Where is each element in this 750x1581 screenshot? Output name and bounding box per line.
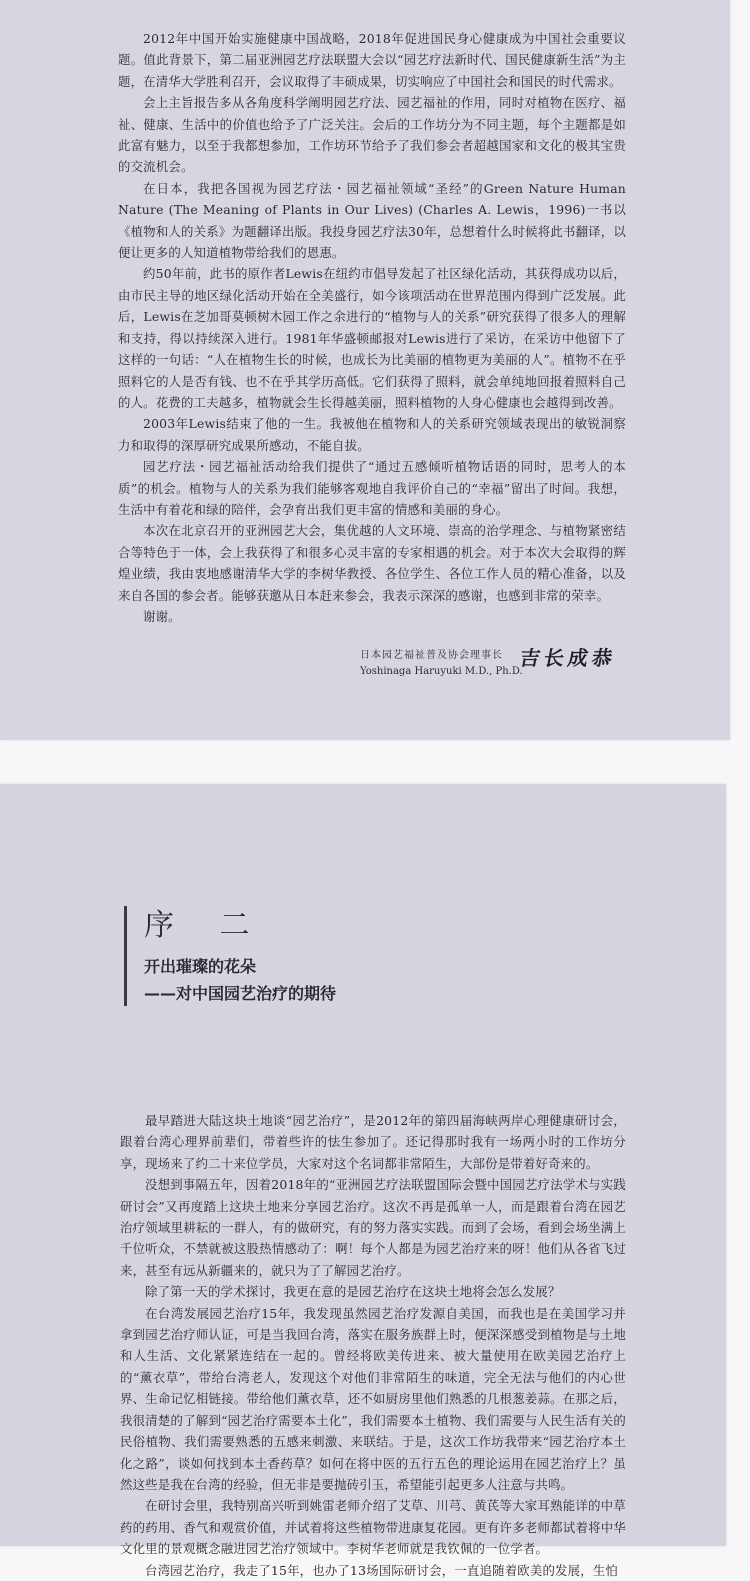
paragraph: 在日本，我把各国视为园艺疗法・园艺福祉领域“圣经”的Green Nature Human Nature (The Meaning of Plants in Our Lives) (Charles A. Lewis，1996)一书以《植物和人的关系》为题翻译出版。我投身园艺疗法30年，总想着什么时候将此书翻译，以便让更多的人知道植物带给我们的恩惠。 xyxy=(118,180,626,261)
paragraph: 本次在北京召开的亚洲园艺大会，集优越的人文环境、崇高的治学理念、与植物紧密结合等特色于一体，会上我获得了和很多心灵丰富的专家相遇的机会。对于本次大会取得的辉煌业绩，我由衷地感谢清华大学的李树华教授、各位学生、各位工作人员的精心准备，以及来自各国的参会者。能够获邀从日本赶来参会，我表示深深的感谢，也感到非常的荣幸。 xyxy=(118,523,626,603)
section-subtitle-2: ——对中国园艺治疗的期待 xyxy=(144,984,337,1003)
section-title: 序 二 xyxy=(144,908,268,943)
signature-org: 日本园艺福祉普及协会理事长 xyxy=(360,650,503,661)
foreword-two-title-block xyxy=(124,906,336,1006)
paragraph: 园艺疗法・园艺福祉活动给我们提供了“通过五感倾听植物话语的同时，思考人的本质”的机会。植物与人的关系为我们能够客观地自我评价自己的“幸福”留出了时间。我想，生活中有着花和绿的陪伴，会孕育出我们更丰富的情感和美丽的身心。 xyxy=(118,459,626,517)
paragraph: 2012年中国开始实施健康中国战略，2018年促进国民身心健康成为中国社会重要议题。值此背景下，第二届亚洲园艺疗法联盟大会以“园艺疗法新时代、国民健康新生活”为主题，在清华大学胜利召开，会议取得了丰硕成果，切实响应了中国社会和国民的时代需求。 xyxy=(118,31,626,89)
page-upper xyxy=(0,0,730,740)
foreword-one-body xyxy=(118,28,626,627)
paragraph: 2003年Lewis结束了他的一生。我被他在植物和人的关系研究领域表现出的敏锐洞察力和取得的深厚研究成果所感动，不能自拔。 xyxy=(118,416,626,453)
paragraph: 约50年前，此书的原作者Lewis在纽约市倡导发起了社区绿化活动，其获得成功以后，由市民主导的地区绿化活动开始在全美盛行，如今该项活动在世界范围内得到广泛发展。此后，Lewis在芝加哥莫顿树木园工作之余进行的“植物与人的关系”研究获得了很多人的理解和支持，得以持续深入进行。1981年华盛顿邮报对Lewis进行了采访，在采访中他留下了这样的一句话：“人在植物生长的时候，也成长为比美丽的植物更为美丽的人”。植物不在乎照料它的人是否有钱、也不在乎其学历高低。它们获得了照料，就会单纯地回报着照料自己的人。花费的工夫越多，植物就会生长得越美丽，照料植物的人身心健康也会越得到改善。 xyxy=(118,266,626,410)
paragraph: 在研讨会里，我特别高兴听到姚雷老师介绍了艾草、川芎、黄芪等大家耳熟能详的中草药的药用、香气和观赏价值，并试着将这些植物带进康复花园。更有许多老师都试着将中华文化里的景观概念融进园艺治疗领域中。李树华老师就是我钦佩的一位学者。 xyxy=(120,1498,626,1557)
foreword-two-body xyxy=(120,1110,626,1581)
paragraph: 在台湾发展园艺治疗15年，我发现虽然园艺治疗发源自美国，而我也是在美国学习并拿到园艺治疗师认证，可是当我回台湾，落实在服务族群上时，便深深感受到植物是与土地和人生活、文化紧紧连结在一起的。曾经将欧美传进来、被大量使用在欧美园艺治疗上的“薰衣草”，带给台湾老人，发现这个对他们非常陌生的味道，完全无法与他们的内心世界、生命记忆相链接。带给他们薰衣草，还不如厨房里他们熟悉的几根葱姜蒜。在那之后，我很清楚的了解到“园艺治疗需要本土化”，我们需要本土植物、我们需要与人民生活有关的民俗植物、我们需要熟悉的五感来刺激、来联结。于是，这次工作坊我带来“园艺治疗本土化之路”，谈如何找到本土香药草？如何在将中医的五行五色的理论运用在园艺治疗上？虽然这些是我在台湾的经验，但无非是要抛砖引玉，希望能引起更多人注意与共鸣。 xyxy=(120,1305,626,1492)
paragraph: 会上主旨报告多从各角度科学阐明园艺疗法、园艺福祉的作用，同时对植物在医疗、福祉、健康、生活中的价值也给予了广泛关注。会后的工作坊分为不同主题，每个主题都是如此富有魅力，以至于我都想参加，工作坊环节给予了我们参会者超越国家和文化的极其宝贵的交流机会。 xyxy=(118,95,626,175)
section-subtitle: 开出璀璨的花朵 xyxy=(144,957,257,976)
paragraph: 除了第一天的学术探讨，我更在意的是园艺治疗在这块土地将会怎么发展？ xyxy=(145,1284,561,1300)
paragraph: 台湾园艺治疗，我走了15年，也办了13场国际研讨会，一直追随着欧美的发展，生怕 xyxy=(145,1562,619,1578)
paragraph: 谢谢。 xyxy=(143,608,181,624)
paragraph: 没想到事隔五年，因着2018年的“亚洲园艺疗法联盟国际会暨中国园艺疗法学术与实践研讨会”又再度踏上这块土地来分享园艺治疗。这次不再是孤单一人，而是跟着台湾在园艺治疗领域里耕耘的一群人，有的做研究，有的努力落实实践。而到了会场，看到会场坐满上千位听众，不禁就被这股热情感动了：啊！每个人都是为园艺治疗来的呀！他们从各省飞过来，甚至有远从新疆来的，就只为了了解园艺治疗。 xyxy=(120,1177,626,1278)
signature-name-en: Yoshinaga Haruyuki M.D., Ph.D. xyxy=(360,666,523,677)
handwritten-signature: 吉长成恭 xyxy=(517,646,619,670)
signature-block xyxy=(360,648,660,680)
paragraph: 最早踏进大陆这块土地谈“园艺治疗”，是2012年的第四届海峡两岸心理健康研讨会，跟着台湾心理界前辈们，带着些许的怯生参加了。还记得那时我有一场两小时的工作坊分享，现场来了约二十来位学员，大家对这个名词都非常陌生，大部份是带着好奇来的。 xyxy=(120,1113,626,1171)
